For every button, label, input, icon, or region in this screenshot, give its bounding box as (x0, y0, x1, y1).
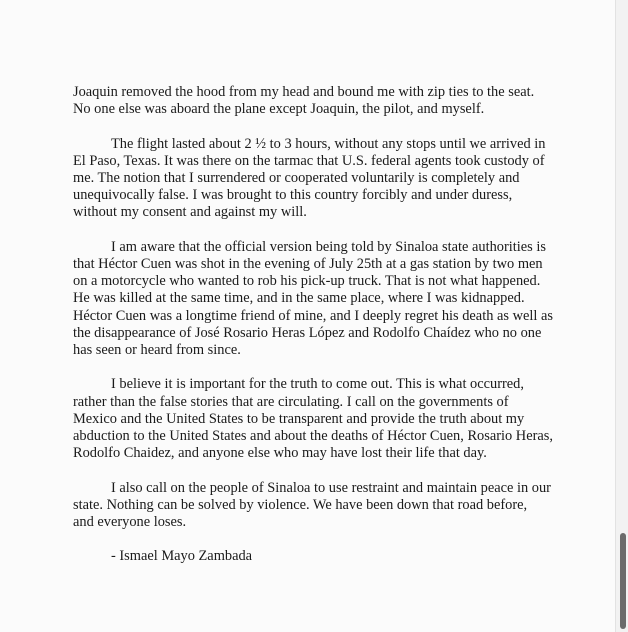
text-line: Mexico and the United States to be transparent and provide the truth about my (73, 410, 525, 427)
text-line: on a motorcycle who wanted to rob his pick-up truck. That is not what happened. (73, 273, 541, 290)
scrollbar-thumb[interactable] (620, 533, 626, 629)
text-line: abduction to the United States and about the deaths of Héctor Cuen, Rosario Heras, (73, 428, 553, 445)
text-line: and everyone loses. (73, 514, 187, 531)
text-line: the disappearance of José Rosario Heras López and Rodolfo Chaídez who no one (73, 324, 542, 341)
text-line: state. Nothing can be solved by violence. We have been down that road before, (73, 496, 528, 513)
text-line: that Héctor Cuen was shot in the evening of July 25th at a gas station by two men (73, 256, 543, 272)
text-line: unequivocally false. I was brought to this country forcibly and under duress, (73, 187, 513, 204)
paragraph-2 (73, 136, 613, 222)
text-line: me. The notion that I surrendered or cooperated voluntarily is completely and (73, 170, 520, 186)
text-line: The flight lasted about 2 ½ to 3 hours, without any stops until we arrived in (111, 135, 546, 152)
text-line: has seen or heard from since. (73, 342, 241, 359)
text-line: Héctor Cuen was a longtime friend of mine, and I deeply regret his death as well as (73, 307, 553, 324)
text-line: He was killed at the same time, and in the same place, where I was kidnapped. (73, 290, 525, 307)
text-line: rather than the false stories that are circulating. I call on the governments of (73, 393, 509, 410)
text-line: Rodolfo Chaidez, and anyone else who may have lost their life that day. (73, 445, 487, 462)
paragraph-5 (73, 480, 613, 532)
signature-line: - Ismael Mayo Zambada (111, 548, 253, 565)
text-line: El Paso, Texas. It was there on the tarmac that U.S. federal agents took custody of (73, 152, 545, 169)
statement-body (73, 84, 613, 583)
text-line: I believe it is important for the truth to come out. This is what occurred, (111, 376, 524, 393)
text-line: No one else was aboard the plane except Joaquin, the pilot, and myself. (73, 101, 485, 118)
paragraph-3 (73, 239, 613, 359)
text-line: Joaquin removed the hood from my head and bound me with zip ties to the seat. (73, 84, 535, 100)
paragraph-4 (73, 376, 613, 462)
text-line: I am aware that the official version being told by Sinaloa state authorities is (111, 238, 546, 255)
signature-block (73, 548, 613, 565)
text-line: I also call on the people of Sinaloa to use restraint and maintain peace in our (111, 479, 551, 496)
paragraph-1 (73, 84, 613, 118)
text-line: without my consent and against my will. (73, 204, 307, 221)
vertical-scrollbar[interactable] (615, 0, 628, 632)
